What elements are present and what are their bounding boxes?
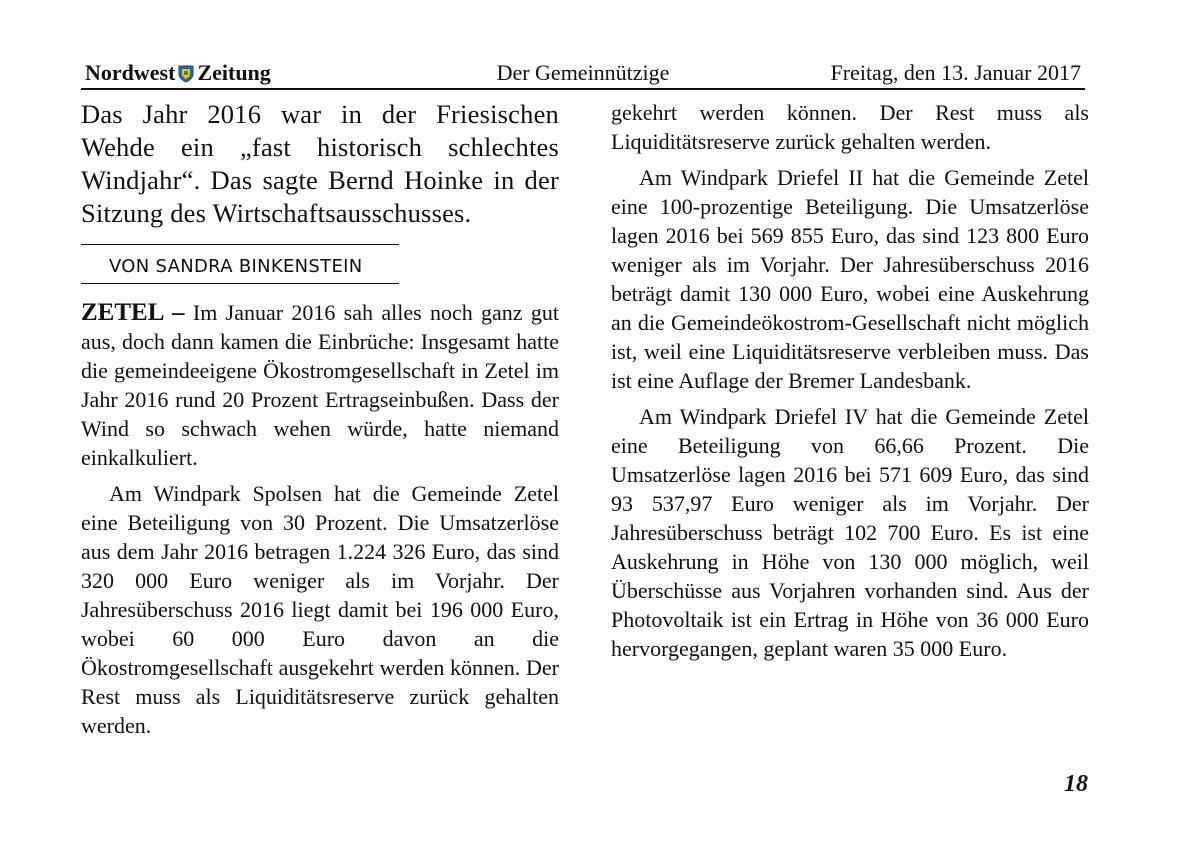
article-paragraph-2-continued: gekehrt werden können. Der Rest muss als Liquiditätsreserve zurück gehalten werden.: [611, 100, 1089, 154]
byline: [81, 244, 399, 284]
page-header: [81, 58, 1085, 90]
article-column-left: [81, 98, 559, 738]
article-paragraph-3: Am Windpark Driefel II hat die Gemeinde Zetel eine 100-prozentige Beteiligung. Die Umsatzerlöse lagen 2016 bei 569 855 Euro, das sind 123 800 Euro weniger als im Vorjahr. Der Jahresüberschuss 2016 beträgt damit 130 000 Euro, wobei eine Auskehrung an die Gemeindeökostrom-Gesellschaft nicht möglich ist, weil eine Liquiditätsreserve verbleiben muss. Das ist eine Auflage der Bremer Landesbank.: [611, 165, 1089, 393]
masthead-right: Zeitung: [197, 60, 271, 85]
article-paragraph-2: Am Windpark Spolsen hat die Gemeinde Zetel eine Beteiligung von 30 Prozent. Die Umsatzerlöse aus dem Jahr 2016 betragen 1.224 326 Euro, das sind 320 000 Euro weniger als im Vorjahr. Der Jahresüberschuss 2016 liegt damit bei 196 000 Euro, wobei 60 000 Euro davon an die Ökostromgesellschaft ausgekehrt werden können. Der Rest muss als Liquiditätsreserve zurück gehalten werden.: [81, 481, 559, 738]
page-number: 18: [1064, 771, 1088, 797]
dateline: ZETEL –: [81, 299, 185, 326]
article-paragraph-4: Am Windpark Driefel IV hat die Gemeinde Zetel eine Beteiligung von 66,66 Prozent. Die Umsatzerlöse lagen 2016 bei 571 609 Euro, das sind 93 537,97 Euro weniger als im Vorjahr. Der Jahresüberschuss beträgt 102 700 Euro. Es ist eine Auskehrung in Höhe von 130 000 möglich, weil Überschüsse aus Vorjahren vorhanden sind. Aus der Photovoltaik ist ein Ertrag in Höhe von 36 000 Euro hervorgegangen, geplant waren 35 000 Euro.: [611, 404, 1089, 661]
byline-author: VON SANDRA BINKENSTEIN: [109, 256, 363, 277]
article-paragraph-1: [81, 298, 559, 472]
paragraph-1-text: Im Januar 2016 sah alles noch ganz gut aus, doch dann kamen die Einbrüche: Insgesamt hatte die gemeindeeigene Ökostromgesellschaft in Zetel im Jahr 2016 rund 20 Prozent Ertragseinbußen. Dass der Wind so schwach wehen würde, hatte niemand einkalkuliert.: [81, 300, 559, 470]
issue-date: Freitag, den 13. Januar 2017: [830, 60, 1081, 85]
article-column-right: [611, 98, 1089, 663]
section-title: Der Gemeinnützige: [496, 60, 670, 85]
masthead-left: Nordwest: [85, 60, 176, 85]
article-lead: Das Jahr 2016 war in der Friesischen Wehde ein „fast historisch schlechtes Windjahr“. Das sagte Bernd Hoinke in der Sitzung des Wirtschaftsausschusses.: [81, 99, 559, 228]
